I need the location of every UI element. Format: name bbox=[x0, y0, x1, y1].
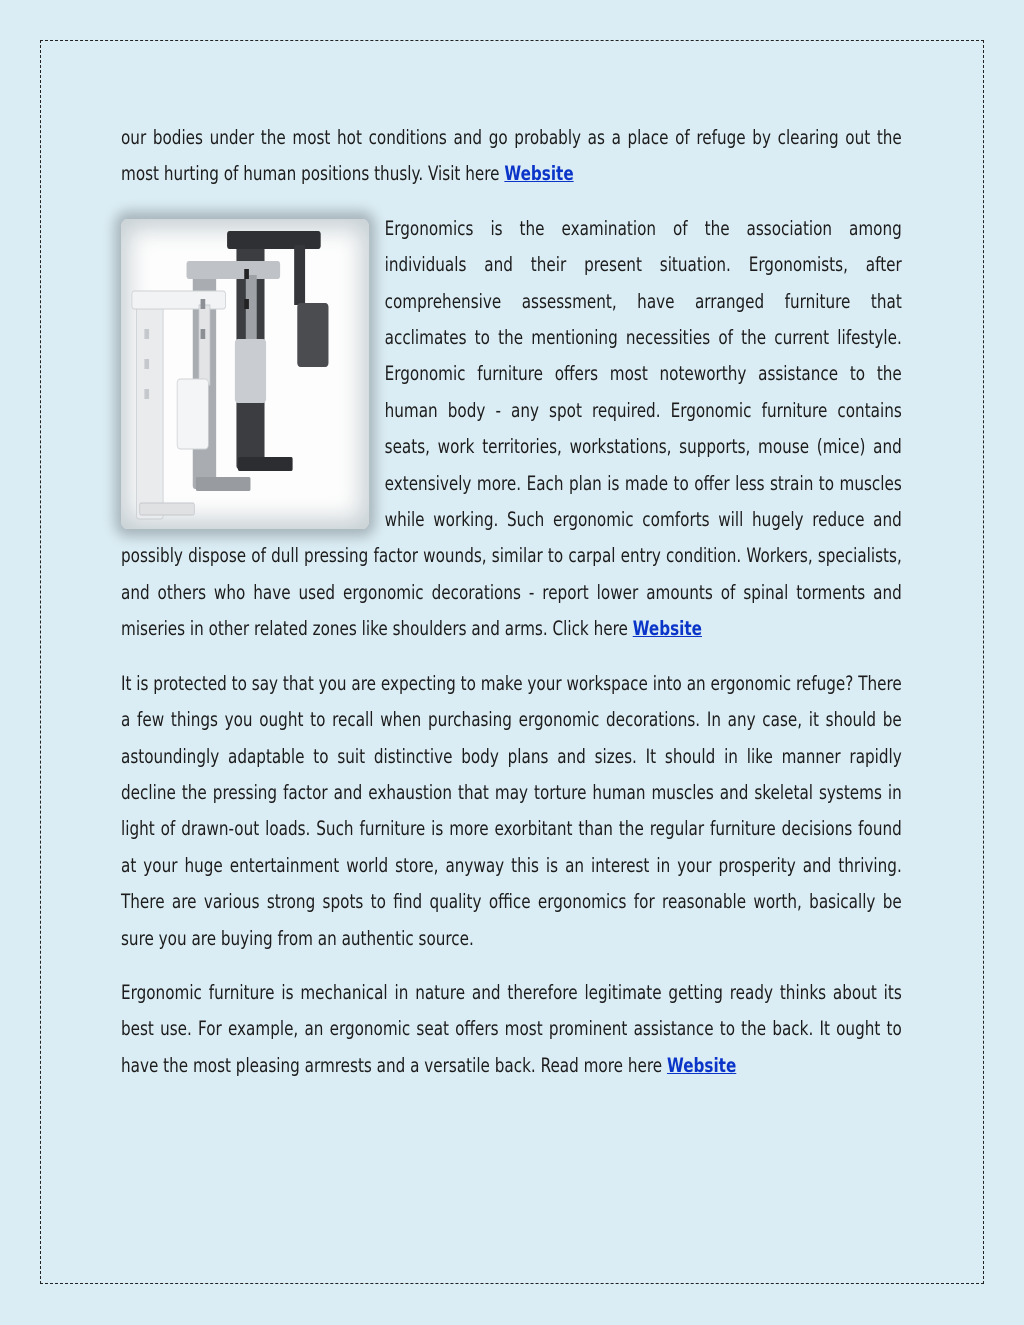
paragraph-3 bbox=[121, 666, 902, 957]
website-link-3[interactable]: Website bbox=[666, 1053, 737, 1077]
paragraph-2-text: Ergonomics is the examination of the association among individuals and their present situation. Ergonomists, after comprehensive assessment, have arranged furniture that acclimates to the mentioning necessities of the current lifestyle. Ergonomic furniture offers most noteworthy assistance to the human body - any spot required. Ergonomic furniture contains seats, work territories, workstations, supports, mouse (mice) and extensively more. Each plan is made to offer less strain to muscles while working. Such ergonomic comforts will hugely reduce and possibly dispose of dull pressing factor wounds, similar to carpal entry condition. Workers, specialists, and others who have used ergonomic decorations - report lower amounts of spinal torments and miseries in other related zones like shoulders and arms. Click here bbox=[121, 216, 902, 641]
document-body bbox=[121, 120, 902, 1102]
paragraph-4 bbox=[121, 975, 902, 1084]
paragraph-1-text: our bodies under the most hot conditions and go probably as a place of refuge by clearing out the most hurting of human positions thusly. Visit here bbox=[121, 126, 902, 186]
paragraph-2 bbox=[121, 211, 902, 648]
paragraph-4-text: Ergonomic furniture is mechanical in nature and therefore legitimate getting ready thinks about its best use. For example, an ergonomic seat offers most prominent assistance to the back. It ought to have the most pleasing armrests and a versatile back. Read more here bbox=[121, 980, 902, 1077]
pc-holder-image bbox=[121, 219, 369, 529]
website-link-2[interactable]: Website bbox=[632, 617, 702, 641]
paragraph-3-text: It is protected to say that you are expecting to make your workspace into an ergonomic refuge? There a few things you ought to recall when purchasing ergonomic decorations. In any case, it should be astoundingly adaptable to suit distinctive body plans and sizes. It should in like manner rapidly decline the pressing factor and exhaustion that may torture human muscles and skeletal systems in light of drawn-out loads. Such furniture is more exorbitant than the regular furniture decisions found at your huge entertainment world store, anyway this is an interest in your prosperity and thriving. There are various strong spots to find quality office ergonomics for reasonable worth, basically be sure you are buying from an authentic source. bbox=[121, 671, 902, 950]
paragraph-1 bbox=[121, 120, 902, 193]
website-link-1[interactable]: Website bbox=[504, 162, 574, 186]
